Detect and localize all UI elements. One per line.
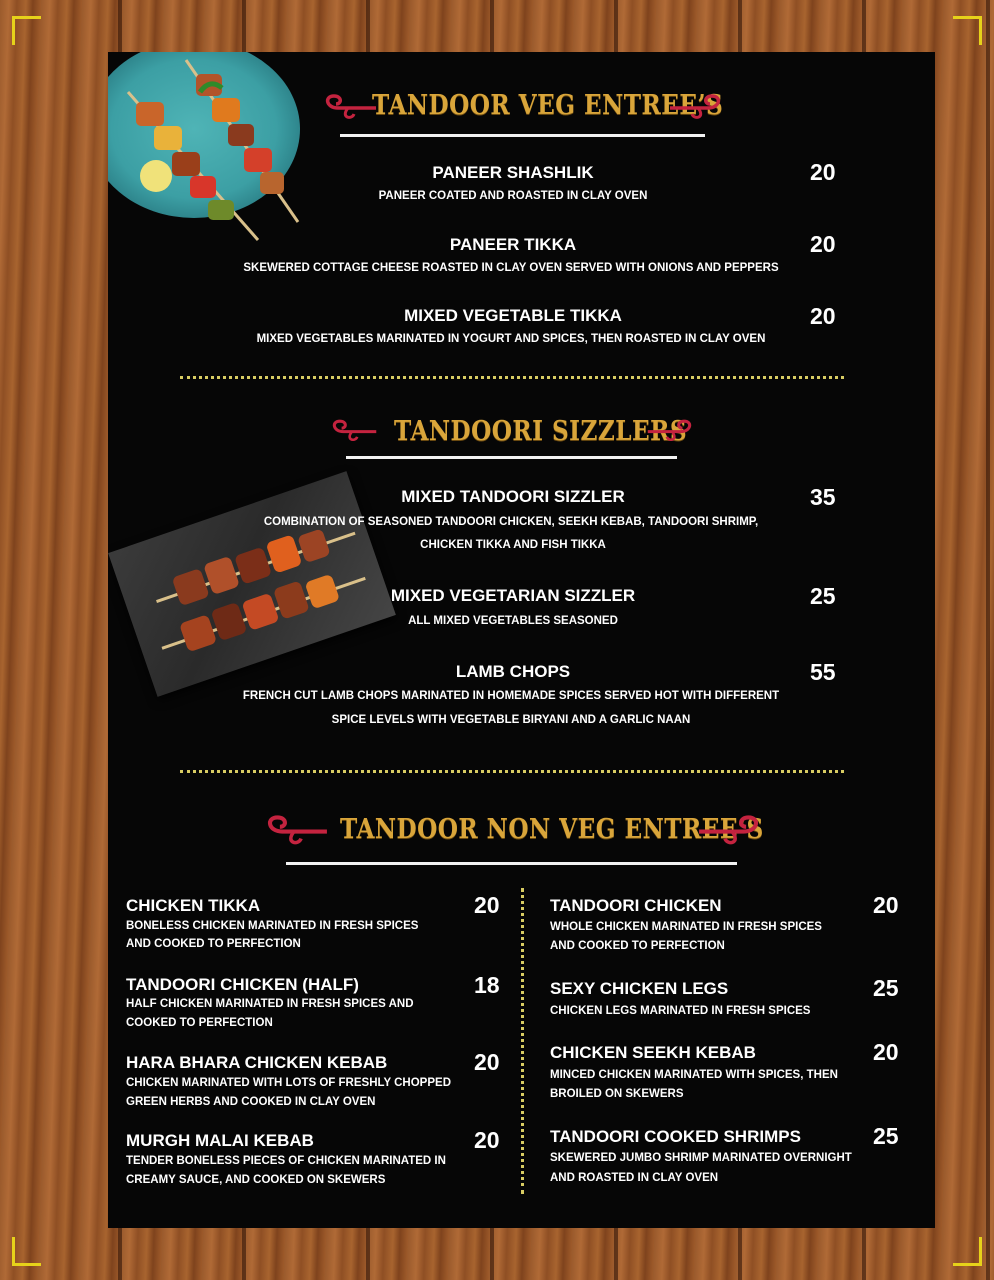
menu-item-price: 25 xyxy=(873,975,899,1001)
scroll-ornament-right-icon xyxy=(668,88,728,122)
corner-mark-bottom-right xyxy=(953,1237,982,1266)
menu-item-desc: SPICE LEVELS WITH VEGETABLE BIRYANI AND A GARLIC NAAN xyxy=(331,714,691,726)
section-title-veg: TANDOOR VEG ENTREE’S xyxy=(372,90,724,121)
menu-item-desc: COOKED TO PERFECTION xyxy=(126,1017,273,1029)
menu-item-desc: AND ROASTED IN CLAY OVEN xyxy=(550,1172,719,1184)
menu-item-name: CHICKEN TIKKA xyxy=(126,896,261,915)
section-underline xyxy=(286,862,737,865)
menu-item-name: MIXED TANDOORI SIZZLER xyxy=(401,487,625,506)
menu-item-name: LAMB CHOPS xyxy=(455,662,571,681)
menu-item-name: SEXY CHICKEN LEGS xyxy=(550,979,729,998)
menu-item-name: CHICKEN SEEKH KEBAB xyxy=(550,1043,756,1062)
menu-item-desc: BROILED ON SKEWERS xyxy=(550,1088,684,1100)
menu-item-desc: AND COOKED TO PERFECTION xyxy=(126,938,301,950)
menu-item-desc: CREAMY SAUCE, AND COOKED ON SKEWERS xyxy=(126,1174,386,1186)
menu-item-price: 20 xyxy=(474,892,500,918)
section-underline xyxy=(340,134,705,137)
menu-item-desc: FRENCH CUT LAMB CHOPS MARINATED IN HOMEMADE SPICES SERVED HOT WITH DIFFERENT xyxy=(242,690,780,702)
scroll-ornament-left-icon xyxy=(318,88,378,122)
menu-item-desc: CHICKEN TIKKA AND FISH TIKKA xyxy=(420,539,606,551)
menu-item-name: PANEER SHASHLIK xyxy=(432,163,594,182)
section-divider xyxy=(180,770,844,773)
menu-item-name: TANDOORI COOKED SHRIMPS xyxy=(550,1127,801,1146)
menu-item-price: 20 xyxy=(810,303,836,329)
menu-board xyxy=(108,52,935,1228)
menu-item-desc: TENDER BONELESS PIECES OF CHICKEN MARINATED IN xyxy=(126,1155,446,1167)
menu-item-price: 20 xyxy=(810,159,836,185)
menu-item-name: TANDOORI CHICKEN xyxy=(550,896,722,915)
menu-item-desc: WHOLE CHICKEN MARINATED IN FRESH SPICES xyxy=(550,921,822,933)
menu-item-name: PANEER TIKKA xyxy=(449,235,577,254)
menu-item-name: MIXED VEGETABLE TIKKA xyxy=(404,306,622,325)
section-title-nonveg: TANDOOR NON VEG ENTREE’S xyxy=(340,814,764,845)
menu-item-price: 20 xyxy=(873,1039,899,1065)
menu-item-desc: BONELESS CHICKEN MARINATED IN FRESH SPICES xyxy=(126,920,419,932)
menu-item-price: 25 xyxy=(873,1123,899,1149)
section-title-sizzlers: TANDOORI SIZZLERS xyxy=(394,416,688,447)
section-underline xyxy=(346,456,677,459)
menu-item-price: 20 xyxy=(810,231,836,257)
scroll-ornament-left-icon xyxy=(326,414,378,444)
corner-mark-bottom-left xyxy=(12,1237,41,1266)
menu-item-desc: CHICKEN LEGS MARINATED IN FRESH SPICES xyxy=(550,1005,811,1017)
scroll-ornament-right-icon xyxy=(646,414,698,444)
menu-item-price: 20 xyxy=(474,1127,500,1153)
menu-item-desc: COMBINATION OF SEASONED TANDOORI CHICKEN, SEEKH KEBAB, TANDOORI SHRIMP, xyxy=(263,516,759,528)
menu-item-desc: CHICKEN MARINATED WITH LOTS OF FRESHLY CHOPPED xyxy=(126,1077,451,1089)
menu-item-desc: MINCED CHICKEN MARINATED WITH SPICES, THEN xyxy=(550,1069,838,1081)
menu-item-price: 35 xyxy=(810,484,836,510)
menu-item-desc: AND COOKED TO PERFECTION xyxy=(550,940,725,952)
menu-item-desc: HALF CHICKEN MARINATED IN FRESH SPICES AND xyxy=(126,998,414,1010)
menu-item-desc: MIXED VEGETABLES MARINATED IN YOGURT AND SPICES, THEN ROASTED IN CLAY OVEN xyxy=(256,333,766,345)
menu-item-price: 20 xyxy=(474,1049,500,1075)
menu-item-desc: GREEN HERBS AND COOKED IN CLAY OVEN xyxy=(126,1096,376,1108)
section-divider xyxy=(180,376,844,379)
menu-item-desc: PANEER COATED AND ROASTED IN CLAY OVEN xyxy=(378,190,648,202)
veg-kebab-plate-image xyxy=(108,52,308,242)
scroll-ornament-left-icon xyxy=(258,808,330,848)
corner-mark-top-right xyxy=(953,16,982,45)
menu-item-price: 25 xyxy=(810,583,836,609)
menu-item-price: 20 xyxy=(873,892,899,918)
corner-mark-top-left xyxy=(12,16,41,45)
menu-item-desc: SKEWERED JUMBO SHRIMP MARINATED OVERNIGHT xyxy=(550,1152,852,1164)
menu-item-name: HARA BHARA CHICKEN KEBAB xyxy=(126,1053,388,1072)
menu-item-name: TANDOORI CHICKEN (HALF) xyxy=(126,975,359,994)
column-divider xyxy=(521,888,524,1194)
menu-item-name: MURGH MALAI KEBAB xyxy=(126,1131,314,1150)
menu-item-desc: ALL MIXED VEGETABLES SEASONED xyxy=(408,615,618,627)
menu-item-desc: SKEWERED COTTAGE CHEESE ROASTED IN CLAY OVEN SERVED WITH ONIONS AND PEPPERS xyxy=(243,262,779,274)
scroll-ornament-right-icon xyxy=(696,808,768,848)
menu-item-name: MIXED VEGETARIAN SIZZLER xyxy=(390,586,636,605)
menu-item-price: 55 xyxy=(810,659,836,685)
menu-item-price: 18 xyxy=(474,972,500,998)
